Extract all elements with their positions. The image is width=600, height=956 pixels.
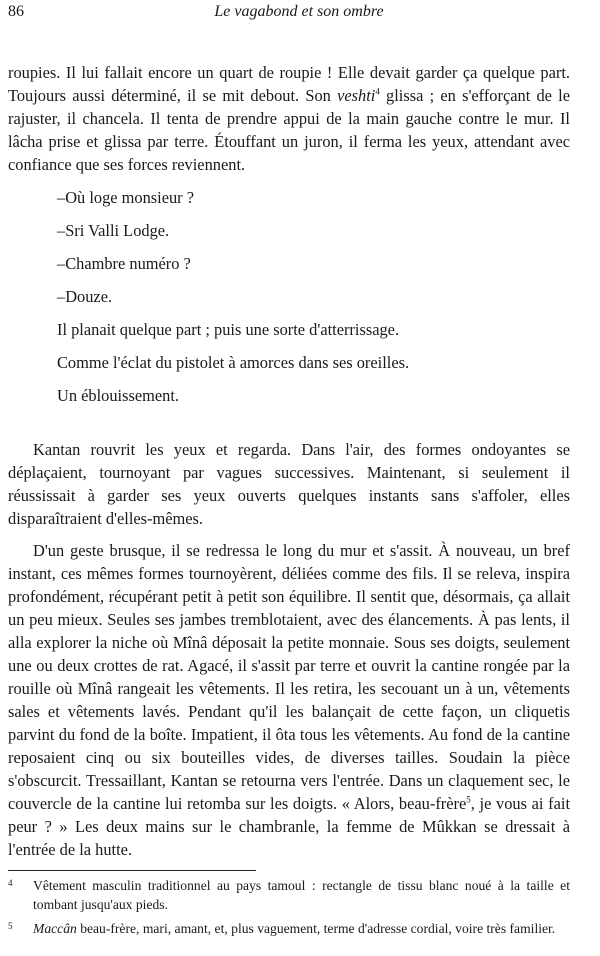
footnote-number: 4 (8, 878, 13, 888)
footnote-ref-4: 4 (375, 86, 380, 97)
footnote-ref-5: 5 (466, 794, 471, 805)
dialogue-line: –Sri Valli Lodge. (57, 221, 170, 240)
italic-term: veshti (337, 86, 376, 105)
page-header (8, 3, 590, 25)
dialogue-line: Comme l'éclat du pistolet à amorces dans ses oreilles. (57, 353, 410, 372)
footnote-5: 5 Maccân beau-frère, mari, amant, et, plus vaguement, terme d'adresse cordial, voire très familier. (8, 919, 570, 938)
footnote-divider (8, 870, 256, 871)
footnotes (8, 876, 570, 943)
dialogue-line: Un éblouissement. (57, 386, 180, 405)
text-block-1 (8, 61, 570, 176)
paragraph-1: roupies. Il lui fallait encore un quart de roupie ! Elle devait garder ça quelque part. Toujours aussi déterminé, il se mit debout. Son veshti$^4$ glissa ; en s'efforçant de le rajuster, il chancela. Il tenta de prendre appui de la main gauche contre le mur. Il lâcha prise et glissa par terre. Étouffant un juron, il ferma les yeux, attendant avec confiance que ses forces reviennent. (8, 63, 570, 174)
dialogue-line: –Où loge monsieur ? (57, 188, 195, 207)
dialogue-line: –Chambre numéro ? (57, 254, 191, 273)
paragraph-2: Kantan rouvrit les yeux et regarda. Dans l'air, des formes ondoyantes se déplaçaient, tournoyant par vagues successives. Maintenant, si seulement il réussissait à garder ses yeux ouverts quelques instants sans s'affoler, elles disparaîtraient d'elles-mêmes. (8, 440, 570, 528)
text-block-2 (8, 438, 570, 530)
footnote-term: Maccân (33, 921, 77, 936)
text-block-3 (8, 539, 570, 861)
dialogue-line: –Douze. (57, 287, 113, 306)
footnote-4: 4 Vêtement masculin traditionnel au pays tamoul : rectangle de tissu blanc noué à la taille et tombant jusqu'aux pieds. (8, 876, 570, 914)
dialogue-block (8, 186, 570, 407)
dialogue-line: Il planait quelque part ; puis une sorte d'atterrissage. (57, 320, 400, 339)
paragraph-3: D'un geste brusque, il se redressa le long du mur et s'assit. À nouveau, un bref instant, ces mêmes formes tournoyèrent, déliées comme des fils. Il se releva, inspira profondément, récupérant petit à petit son équilibre. Il sentit que, désormais, ça allait un peu mieux. Seules ses jambes tremblotaient, avec des élancements. À pas lents, il alla explorer la niche où Mînâ déposait la petite monnaie. Sous ses doigts, seulement une ou deux crottes de rat. Agacé, il s'assit par terre et ouvrit la cantine rongée par la rouille où Mînâ rangeait les vêtements. Il les retira, les secouant un à un, vêtements sales et vêtements lavés. Pendant qu'il les balançait de cette façon, un cliquetis parvint du fond de la boîte. Impatient, il ôta tous les vêtements. Au fond de la cantine reposaient cinq ou six bouteilles vides, de diverses tailles. Soudain la pièce s'obscurcit. Tressaillant, Kantan se retourna vers l'entrée. Dans un claquement sec, le couvercle de la cantine lui retomba sur les doigts. « Alors, beau-frère$^5$, je vous ai fait peur ? » Les deux mains sur le chambranle, la femme de Mûkkan se dressait à l'entrée de la hutte. (8, 541, 570, 859)
running-title: Le vagabond et son ombre (214, 3, 384, 20)
footnote-number: 5 (8, 921, 13, 931)
page-number: 86 (8, 3, 24, 20)
